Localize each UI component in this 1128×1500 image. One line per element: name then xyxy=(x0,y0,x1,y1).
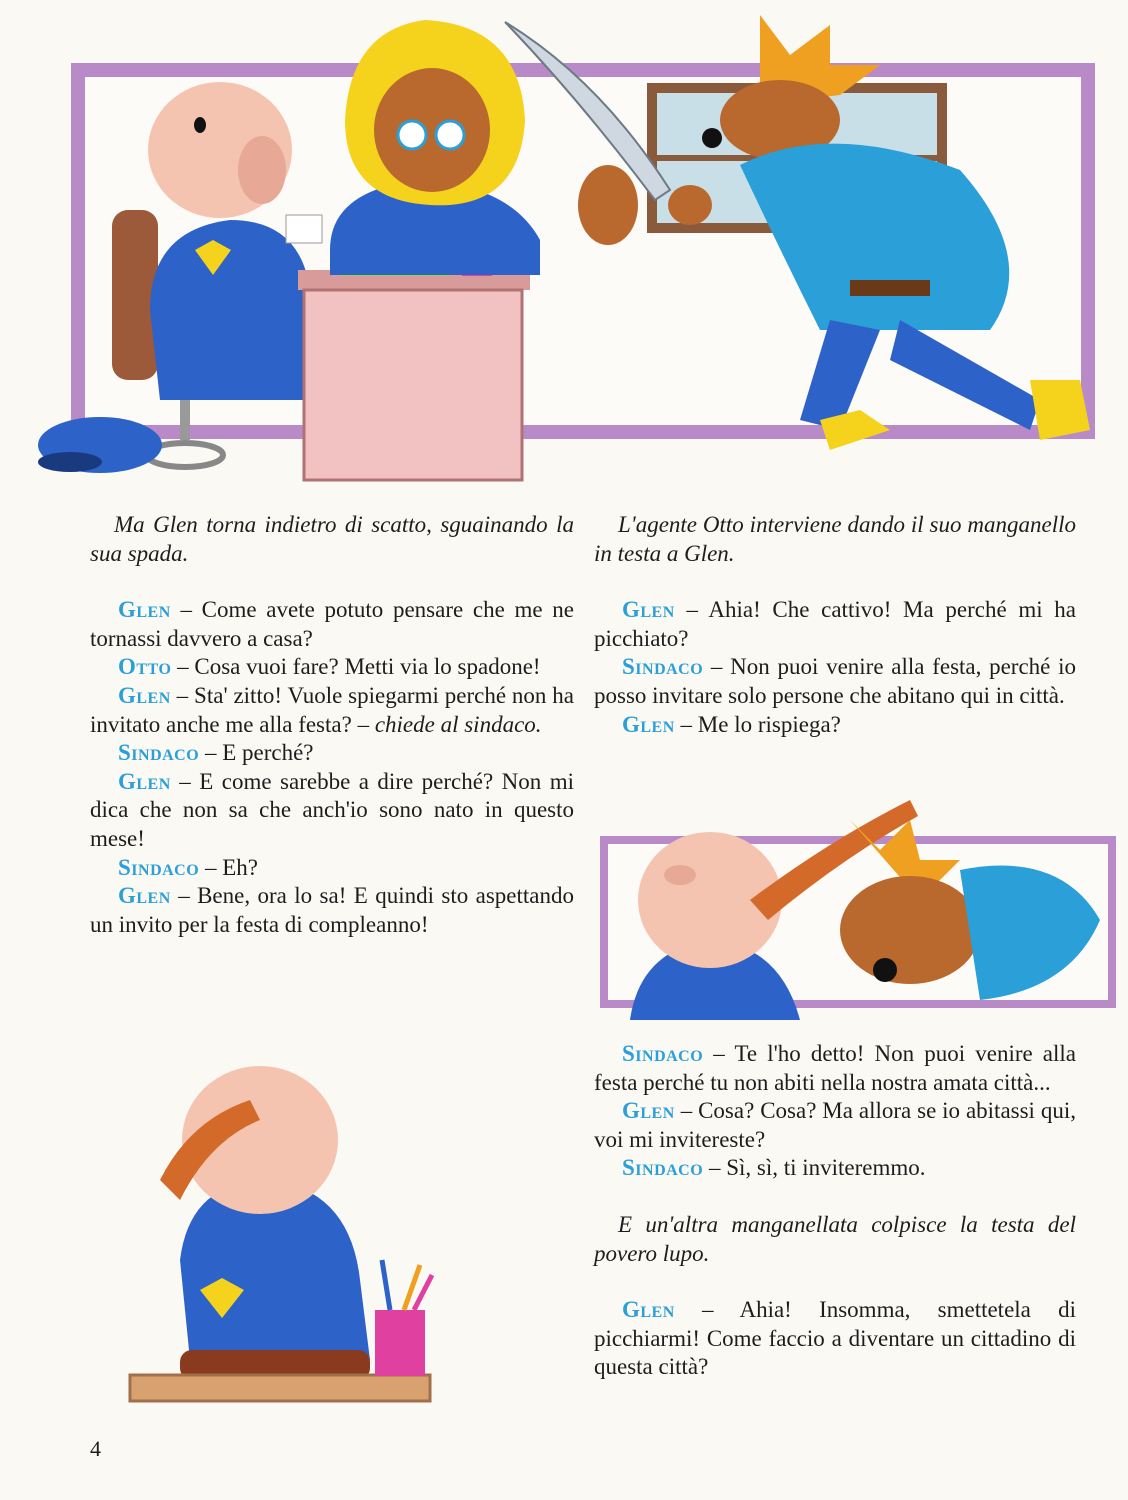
speaker-name: Glen xyxy=(118,682,171,708)
dialogue-text: – Ahia! Che cattivo! Ma perché mi ha picchiato? xyxy=(594,597,1076,651)
narration: E un'altra manganellata colpisce la testa del povero lupo. xyxy=(594,1211,1076,1266)
speaker-name: Sindaco xyxy=(622,654,704,680)
dialogue-text: – Te l'ho detto! Non puoi venire alla festa perché tu non abiti nella nostra amata città... xyxy=(594,1041,1076,1095)
dialogue-text: – Eh? xyxy=(199,854,258,880)
dialogue-text: – E perché? xyxy=(199,740,314,766)
speaker-name: Glen xyxy=(622,597,675,623)
dialogue-line xyxy=(90,739,574,768)
dialogue-line xyxy=(594,1040,1076,1097)
narration: Ma Glen torna indietro di scatto, sguainando la sua spada. xyxy=(90,512,574,566)
dialogue-line xyxy=(594,653,1076,710)
dialogue-line xyxy=(594,1097,1076,1154)
dialogue-text: – E come sarebbe a dire perché? Non mi dica che non sa che anch'io sono nato in questo mese! xyxy=(90,768,574,851)
pencil-cup xyxy=(375,1260,432,1376)
dialogue-line xyxy=(594,711,1076,740)
dialogue-text: – Come avete potuto pensare che me ne tornassi davvero a casa? xyxy=(90,597,574,651)
police-cap xyxy=(38,417,162,473)
dialogue-text: – Sta' zitto! Vuole spiegarmi perché non ha invitato anche me alla festa? xyxy=(90,682,574,737)
page-number: 4 xyxy=(90,1436,101,1461)
speaker-name: Sindaco xyxy=(118,854,200,880)
top-illustration xyxy=(0,0,1128,500)
speaker-name: Glen xyxy=(622,1297,675,1323)
dialogue-line xyxy=(90,682,574,739)
speaker-name: Glen xyxy=(622,711,675,737)
dialogue-line xyxy=(90,596,574,653)
dialogue-line xyxy=(594,1154,1076,1183)
bottom-illustration xyxy=(120,1060,450,1410)
dialogue-line xyxy=(594,596,1076,653)
speaker-name: Glen xyxy=(118,883,171,909)
speaker-name: Sindaco xyxy=(622,1155,704,1181)
right-column-upper xyxy=(594,511,1076,739)
speaker-name: Sindaco xyxy=(622,1041,704,1066)
speaker-name: Glen xyxy=(118,768,171,794)
dialogue-line xyxy=(90,768,574,854)
dialogue-line xyxy=(90,653,574,682)
dialogue-text: – Ahia! Insomma, smettetela di picchiarmi! Come faccio a diventare un cittadino di questa città? xyxy=(594,1297,1076,1380)
dialogue-line xyxy=(90,854,574,883)
speaker-name: Glen xyxy=(118,597,171,623)
dialogue-line xyxy=(90,882,574,939)
middle-illustration xyxy=(600,780,1120,1020)
dialogue-aside: – chiede al sindaco. xyxy=(351,711,542,737)
dialogue-text: – Cosa? Cosa? Ma allora se io abitassi qui, voi mi invitereste? xyxy=(594,1098,1076,1152)
speaker-name: Glen xyxy=(622,1098,675,1124)
right-column-lower xyxy=(594,1040,1076,1382)
dialogue-text: – Cosa vuoi fare? Metti via lo spadone! xyxy=(171,654,541,680)
speaker-name: Otto xyxy=(118,654,172,680)
dialogue-text: – Me lo rispiega? xyxy=(674,711,841,737)
dialogue-text: – Bene, ora lo sa! E quindi sto aspettando un invito per la festa di compleanno! xyxy=(90,883,574,937)
dialogue-text: – Non puoi venire alla festa, perché io posso invitare solo persone che abitano qui in città. xyxy=(594,654,1076,708)
narration: L'agente Otto interviene dando il suo manganello in testa a Glen. xyxy=(594,512,1076,566)
speaker-name: Sindaco xyxy=(118,740,200,766)
dialogue-text: – Sì, sì, ti inviteremmo. xyxy=(703,1155,926,1181)
dialogue-line xyxy=(594,1296,1076,1382)
left-column xyxy=(90,511,574,939)
